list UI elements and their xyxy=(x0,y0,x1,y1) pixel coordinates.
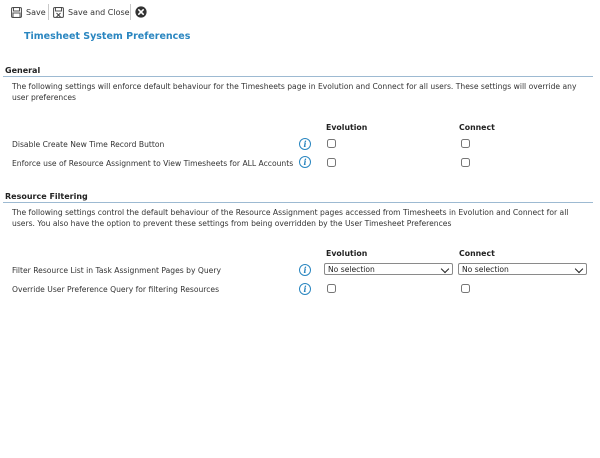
disable-create-time-record-connect-checkbox[interactable] xyxy=(461,139,470,148)
section-divider xyxy=(3,202,593,203)
page-title: Timesheet System Preferences xyxy=(24,31,191,42)
toolbar xyxy=(0,0,600,24)
override-user-preference-evolution-checkbox[interactable] xyxy=(327,284,336,293)
connect-column-header: Connect xyxy=(459,249,495,258)
close-button[interactable] xyxy=(135,3,147,21)
filter-resource-connect-select[interactable] xyxy=(458,263,587,275)
override-user-preference-label: Override User Preference Query for filtering Resources xyxy=(12,285,220,294)
floppy-disk-icon xyxy=(11,7,22,18)
general-section-description: The following settings will enforce default behaviour for the Timesheets page in Evolution and Connect for all users. These settings will override any user preferences xyxy=(12,82,577,102)
toolbar-divider xyxy=(130,4,131,20)
evolution-column-header: Evolution xyxy=(326,123,368,132)
save-and-close-button-label: Save and Close xyxy=(68,7,130,17)
filter-resource-evolution-value: No selection xyxy=(328,265,375,274)
resource-filtering-section-description: The following settings control the default behaviour of the Resource Assignment pages accessed from Timesheets in Evolution and Connect for all users. You also have the option to prevent these settings from being overridden by the User Timesheet Preferences xyxy=(12,208,569,228)
filter-resource-evolution-select[interactable] xyxy=(324,263,453,275)
override-user-preference-connect-checkbox[interactable] xyxy=(461,284,470,293)
filter-resource-list-label: Filter Resource List in Task Assignment Pages by Query xyxy=(12,266,221,275)
chevron-down-icon xyxy=(441,265,449,273)
floppy-disk-close-icon xyxy=(53,7,64,18)
info-icon[interactable]: i xyxy=(299,283,311,295)
save-and-close-button[interactable] xyxy=(53,3,130,21)
enforce-resource-assignment-evolution-checkbox[interactable] xyxy=(327,158,336,167)
connect-column-header: Connect xyxy=(459,123,495,132)
chevron-down-icon xyxy=(575,265,583,273)
evolution-column-header: Evolution xyxy=(326,249,368,258)
save-button-label: Save xyxy=(26,7,46,17)
info-icon[interactable]: i xyxy=(299,156,311,168)
enforce-resource-assignment-connect-checkbox[interactable] xyxy=(461,158,470,167)
close-circle-icon xyxy=(135,6,147,18)
enforce-resource-assignment-label: Enforce use of Resource Assignment to View Timesheets for ALL Accounts xyxy=(12,159,294,168)
info-icon[interactable]: i xyxy=(299,138,311,150)
disable-create-time-record-label: Disable Create New Time Record Button xyxy=(12,140,165,149)
toolbar-divider xyxy=(48,4,49,20)
info-icon[interactable]: i xyxy=(299,264,311,276)
resource-filtering-section-heading: Resource Filtering xyxy=(5,192,88,201)
save-button[interactable] xyxy=(11,3,46,21)
disable-create-time-record-evolution-checkbox[interactable] xyxy=(327,139,336,148)
filter-resource-connect-value: No selection xyxy=(462,265,509,274)
section-divider xyxy=(3,76,593,77)
general-section-heading: General xyxy=(5,66,41,75)
